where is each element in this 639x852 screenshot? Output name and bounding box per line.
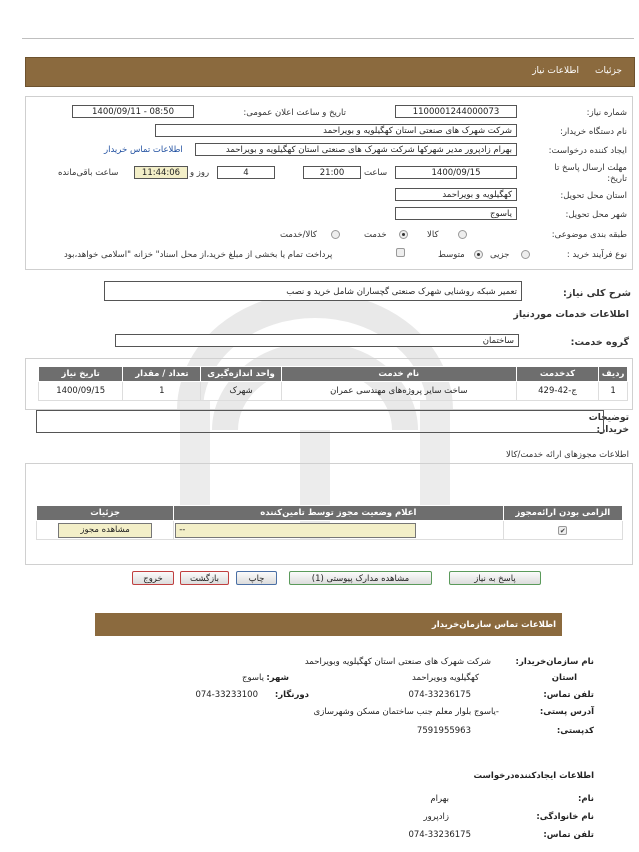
process-radio-medium[interactable] xyxy=(474,250,483,259)
creator-first-name-value: بهرام xyxy=(430,794,449,804)
need-number-label: شماره نیاز: xyxy=(586,108,627,118)
contact-fax-value: 074-33233100 xyxy=(195,690,258,700)
deadline-date-field: 1400/09/15 xyxy=(395,166,517,179)
back-button[interactable]: بازگشت xyxy=(180,571,229,585)
col-unit: واحد اندازه‌گیری xyxy=(201,367,281,382)
permit-status-cell xyxy=(174,521,503,540)
permit-details-cell xyxy=(37,521,174,540)
table-row xyxy=(39,382,628,401)
table-row xyxy=(37,521,623,540)
province-label: استان محل تحویل: xyxy=(560,191,627,201)
contact-fax-label: دورنگار: xyxy=(274,690,309,700)
announce-label: تاریخ و ساعت اعلان عمومی: xyxy=(243,108,346,118)
days-field: 4 xyxy=(217,166,275,179)
contact-phone-value: 074-33236175 xyxy=(408,690,471,700)
cell-date: 1400/09/15 xyxy=(39,382,123,401)
deadline-label: مهلت ارسال پاسخ تا تاریخ: xyxy=(554,163,627,184)
category-option-goods-service: کالا/خدمت xyxy=(280,230,317,240)
contact-postal-value: 7591955963 xyxy=(416,726,471,736)
col-code: کدخدمت xyxy=(516,367,598,382)
need-info-panel xyxy=(25,96,633,270)
top-divider xyxy=(22,38,634,39)
desc-label: شرح کلی نیاز: xyxy=(562,288,631,299)
permit-required-cell xyxy=(503,521,622,540)
deadline-time-field: 21:00 xyxy=(303,166,361,179)
time-label: ساعت xyxy=(364,168,388,178)
remaining-time-field: 11:44:06 xyxy=(134,166,188,179)
permit-col-status: اعلام وضعیت مجوز توسط تامین‌کننده xyxy=(174,506,503,521)
announce-field: 1400/09/11 - 08:50 xyxy=(72,105,194,118)
creator-phone-value: 074-33236175 xyxy=(408,830,471,840)
creator-last-name-label: نام خانوادگی: xyxy=(536,812,594,822)
reply-button[interactable]: پاسخ به نیاز xyxy=(449,571,541,585)
creator-info-title: اطلاعات ایجادکننده‌درخواست xyxy=(473,771,594,781)
col-date: تاریخ نیاز xyxy=(39,367,123,382)
process-option-minor: جزیی xyxy=(490,250,510,260)
need-number-field: 1100001244000073 xyxy=(395,105,517,118)
city-label: شهر محل تحویل: xyxy=(565,210,627,220)
contact-address-label: آدرس پستی: xyxy=(539,707,594,717)
buyer-notes-label: توضیحات خریدار: xyxy=(588,413,629,435)
buyer-org-label: نام دستگاه خریدار: xyxy=(560,127,627,137)
cell-unit: شهرک xyxy=(201,382,281,401)
category-radio-service[interactable] xyxy=(399,230,408,239)
contact-title: اطلاعات تماس سازمان‌خریدار xyxy=(431,620,556,630)
days-label: روز و xyxy=(190,168,210,178)
buyer-org-field: شرکت شهرک های صنعتی استان کهگیلویه و بویراحمد xyxy=(155,124,517,137)
col-name: نام خدمت xyxy=(281,367,516,382)
process-label: نوع فرآیند خرید : xyxy=(566,250,627,260)
print-button[interactable]: چاپ xyxy=(236,571,277,585)
exit-button[interactable]: خروج xyxy=(132,571,174,585)
view-permit-button[interactable]: مشاهده مجوز xyxy=(58,523,152,538)
attachments-button[interactable]: مشاهده مدارک پیوستی (1) xyxy=(289,571,432,585)
remaining-label: ساعت باقی‌مانده xyxy=(58,168,119,178)
services-title: اطلاعات خدمات موردنیاز xyxy=(513,309,629,320)
col-row: ردیف xyxy=(599,367,628,382)
page-header xyxy=(25,57,635,87)
contact-phone-label: تلفن تماس: xyxy=(543,690,594,700)
permit-status-field[interactable]: -- xyxy=(175,523,416,538)
contact-city-value: یاسوج xyxy=(242,673,264,683)
cell-code: ج-42-429 xyxy=(516,382,598,401)
header-title: جزئیات xyxy=(595,66,622,76)
permit-required-checkbox: ✔ xyxy=(559,527,566,535)
creator-phone-label: تلفن تماس: xyxy=(543,830,594,840)
province-field: کهگیلویه و بویراحمد xyxy=(395,188,517,201)
cell-qty: 1 xyxy=(123,382,201,401)
category-option-service: خدمت xyxy=(364,230,387,240)
contact-city-label: شهر: xyxy=(266,673,289,683)
org-name-label: نام سازمان‌خریدار: xyxy=(515,657,594,667)
creator-label: ایجاد کننده درخواست: xyxy=(548,146,627,156)
col-qty: تعداد / مقدار xyxy=(123,367,201,382)
creator-first-name-label: نام: xyxy=(577,794,594,804)
buyer-contact-link[interactable]: اطلاعات تماس خریدار xyxy=(104,145,183,155)
cell-name: ساخت سایر پروژه‌های مهندسی عمران xyxy=(281,382,516,401)
org-name-value: شرکت شهرک های صنعتی استان کهگیلویه وبویراحمد xyxy=(304,657,491,667)
permits-table xyxy=(36,505,623,540)
contact-province-label: استان xyxy=(551,673,577,683)
category-radio-goods[interactable] xyxy=(458,230,467,239)
process-radio-minor[interactable] xyxy=(521,250,530,259)
permit-col-required: الزامی بودن ارائه‌مجوز xyxy=(503,506,622,521)
process-option-medium: متوسط xyxy=(438,250,465,260)
cell-row: 1 xyxy=(599,382,628,401)
desc-field: تعمیر شبکه روشنایی شهرک صنعتی گچساران شامل خرید و نصب xyxy=(104,281,522,301)
category-option-goods: کالا xyxy=(427,230,439,240)
creator-field: بهرام زادپرور مدیر شهرکها شرکت شهرک های صنعتی استان کهگیلویه و بویراحمد xyxy=(195,143,517,156)
category-radio-goods-service[interactable] xyxy=(331,230,340,239)
services-table xyxy=(38,366,628,401)
service-group-field: ساختمان xyxy=(115,334,519,347)
category-label: طبقه بندی موضوعی: xyxy=(551,230,627,240)
header-subtitle: اطلاعات نیاز xyxy=(532,66,579,76)
city-field: یاسوج xyxy=(395,207,517,220)
contact-address-value: -یاسوج بلوار معلم جنب ساختمان مسکن وشهرسازی xyxy=(313,707,499,717)
permit-col-details: جزئیات xyxy=(37,506,174,521)
contact-province-value: کهگیلویه وبویراحمد xyxy=(412,673,479,683)
treasury-payment-checkbox[interactable] xyxy=(396,248,405,257)
creator-last-name-value: زادپرور xyxy=(423,812,449,822)
permits-title: اطلاعات مجوزهای ارائه خدمت/کالا xyxy=(506,450,629,460)
payment-note: پرداخت تمام یا بخشی از مبلغ خرید،از محل اسناد" خزانه "اسلامی خواهد،بود xyxy=(64,250,333,260)
contact-postal-label: کدپستی: xyxy=(556,726,594,736)
service-group-label: گروه خدمت: xyxy=(570,337,629,348)
buyer-notes-box xyxy=(36,410,604,433)
